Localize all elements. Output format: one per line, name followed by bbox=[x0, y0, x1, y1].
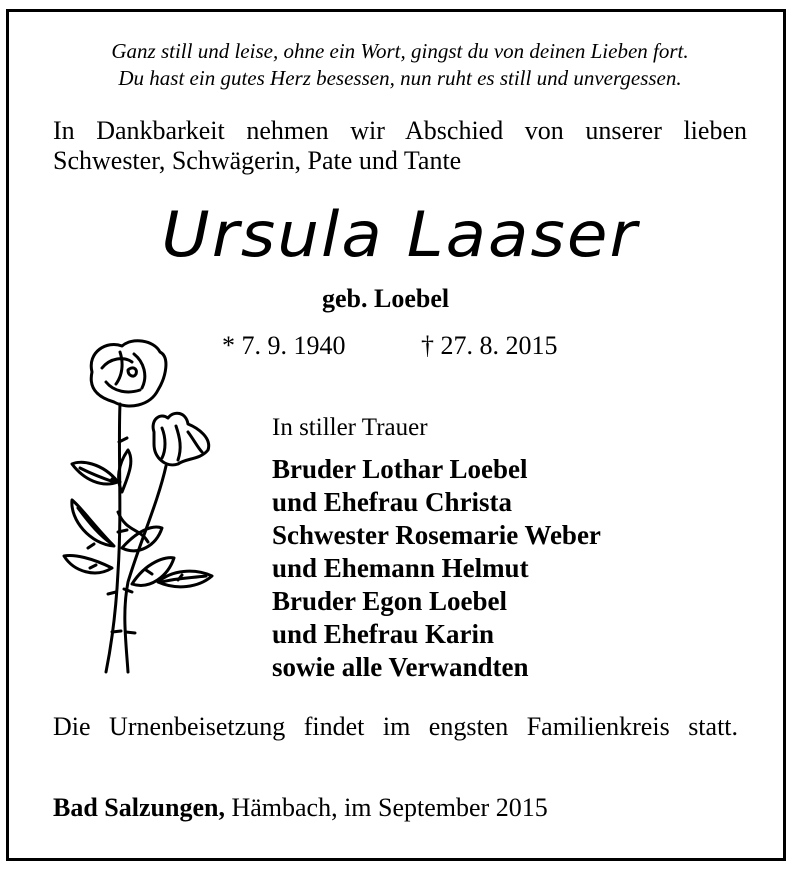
birth-date: * 7. 9. 1940 bbox=[222, 331, 346, 360]
intro-text: In Dankbarkeit nehmen wir Abschied von unserer lieben Schwester, Schwägerin, Pate und Tante bbox=[53, 116, 747, 175]
rose-icon bbox=[62, 332, 222, 682]
deceased-name: Ursula Laaser bbox=[161, 197, 639, 272]
memorial-verse bbox=[0, 38, 800, 92]
mourner-line: sowie alle Verwandten bbox=[272, 652, 529, 682]
death-date: † 27. 8. 2015 bbox=[421, 331, 558, 360]
burial-note: Die Urnenbeisetzung findet im engsten Familienkreis statt. bbox=[53, 712, 739, 741]
mourner-line: und Ehefrau Christa bbox=[272, 487, 513, 517]
mourner-line: Bruder Lothar Loebel bbox=[272, 454, 528, 484]
place-rest: Hämbach, im September 2015 bbox=[224, 793, 548, 822]
mourner-line: und Ehemann Helmut bbox=[272, 553, 529, 583]
verse-line: Ganz still und leise, ohne ein Wort, gingst du von deinen Lieben fort. bbox=[111, 39, 689, 63]
mourners-list bbox=[272, 453, 601, 684]
place-and-date bbox=[53, 793, 548, 823]
mourner-line: Bruder Egon Loebel bbox=[272, 586, 508, 616]
maiden-name: geb. Loebel bbox=[322, 284, 450, 313]
mourning-heading: In stiller Trauer bbox=[272, 414, 428, 441]
mourner-line: und Ehefrau Karin bbox=[272, 619, 495, 649]
place-city: Bad Salzungen, bbox=[53, 793, 225, 822]
mourner-line: Schwester Rosemarie Weber bbox=[272, 520, 601, 550]
verse-line: Du hast ein gutes Herz besessen, nun ruht es still und unvergessen. bbox=[118, 66, 682, 90]
